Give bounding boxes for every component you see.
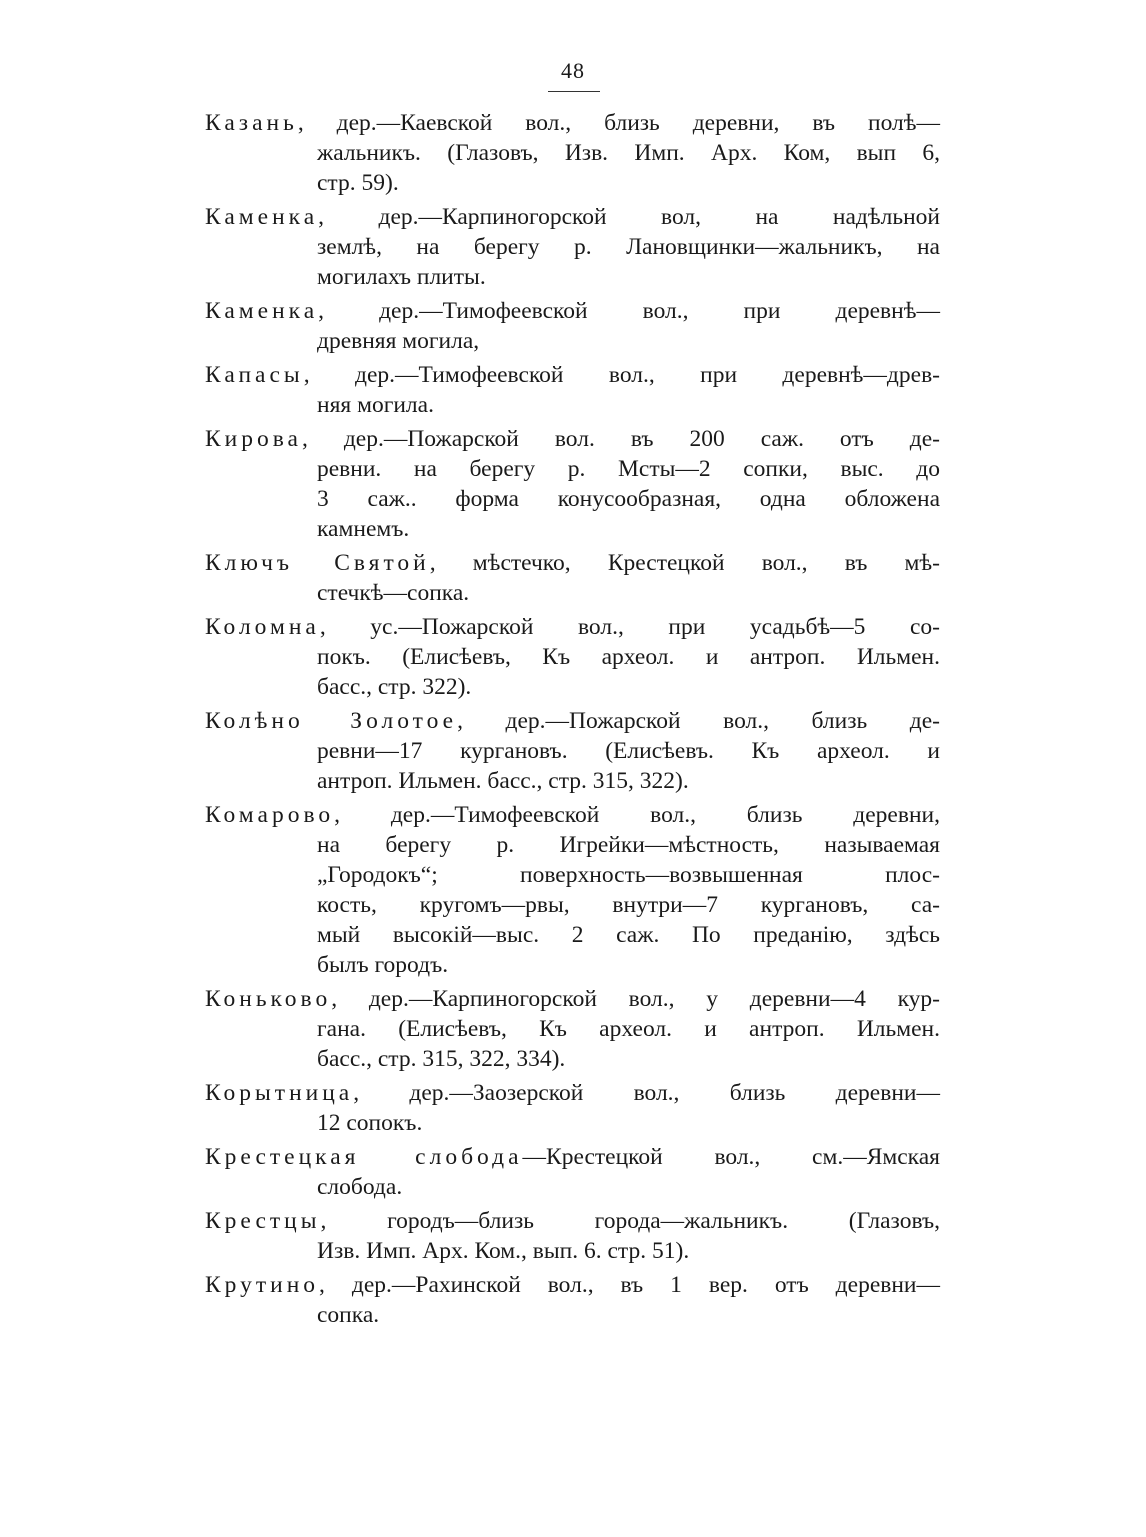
entry-continuation-line: слобода. bbox=[317, 1174, 403, 1200]
entry bbox=[205, 202, 940, 292]
entry-continuation-line: землѣ, на берегу р. Лановщинки—жальникъ, на bbox=[317, 234, 940, 260]
entry-first-line bbox=[205, 108, 940, 138]
entry bbox=[205, 1078, 940, 1138]
entry bbox=[205, 984, 940, 1074]
entry-headword: Крестцы bbox=[205, 1208, 321, 1234]
entry-first-line bbox=[205, 1078, 940, 1108]
entry bbox=[205, 548, 940, 608]
entry-continuation-line: Изв. Имп. Арх. Ком., вып. 6. стр. 51). bbox=[317, 1238, 690, 1264]
entry-headword: Комарово bbox=[205, 802, 335, 828]
entry-first-line bbox=[205, 548, 940, 578]
entry-text: —Крестецкой вол., см.—Ямская bbox=[522, 1144, 940, 1170]
entry-first-line bbox=[205, 424, 940, 454]
entry-text: , дер.—Заозерской вол., близь деревни— bbox=[353, 1080, 940, 1106]
entry-continuation-line: могилахъ плиты. bbox=[317, 264, 486, 290]
entry-headword: Колѣно Золотое bbox=[205, 708, 458, 734]
entry-continuation-line: 12 сопокъ. bbox=[317, 1110, 423, 1136]
entry bbox=[205, 706, 940, 796]
entry-text: , дер.—Тимофеевской вол., при деревнѣ— bbox=[318, 298, 940, 324]
entry bbox=[205, 424, 940, 544]
entry-headword: Каменка bbox=[205, 204, 319, 230]
entry-headword: Каменка bbox=[205, 298, 319, 324]
entry-continuation-line: басс., стр. 322). bbox=[317, 674, 472, 700]
entry-continuation-line: „Городокъ“; поверхность—возвышенная плос- bbox=[317, 862, 940, 888]
entry bbox=[205, 1142, 940, 1202]
entry-first-line bbox=[205, 360, 940, 390]
entry-continuation-line: ревни—17 кургановъ. (Елисѣевъ. Къ археол. и bbox=[317, 738, 940, 764]
entry-text: , дер.—Тимофеевской вол., близь деревни, bbox=[334, 802, 940, 828]
entry-text: , ус.—Пожарской вол., при усадьбѣ—5 со- bbox=[319, 614, 940, 640]
entry-continuation-line: басс., стр. 315, 322, 334). bbox=[317, 1046, 566, 1072]
entry bbox=[205, 108, 940, 198]
entry-text: , городъ—близь города—жальникъ. (Глазовъ, bbox=[320, 1208, 940, 1234]
entry-headword: Капасы bbox=[205, 362, 304, 388]
entry bbox=[205, 612, 940, 702]
entry-text: , дер.—Карпиногорской вол, на надѣльной bbox=[318, 204, 940, 230]
entry-headword: Казань bbox=[205, 110, 298, 136]
entry-text: , дер.—Пожарской вол. въ 200 саж. отъ де- bbox=[301, 426, 940, 452]
entry-headword: Коломна bbox=[205, 614, 320, 640]
entry-headword: Крутино bbox=[205, 1272, 320, 1298]
entry bbox=[205, 1206, 940, 1266]
entry-continuation-line: древняя могила, bbox=[317, 328, 480, 354]
entry-continuation-line: на берегу р. Игрейки—мѣстность, называемая bbox=[317, 832, 940, 858]
entry bbox=[205, 360, 940, 420]
entry-text: , дер.—Тимофеевской вол., при деревнѣ—древ- bbox=[303, 362, 940, 388]
entry-headword: Кирова bbox=[205, 426, 302, 452]
entry-text: , мѣстечко, Крестецкой вол., въ мѣ- bbox=[429, 550, 940, 576]
entry-continuation-line: сопка. bbox=[317, 1302, 380, 1328]
entry-continuation-line: кость, кругомъ—рвы, внутри—7 кургановъ, са- bbox=[317, 892, 940, 918]
entry-continuation-line: камнемъ. bbox=[317, 516, 410, 542]
entry-first-line bbox=[205, 1142, 940, 1172]
entry-first-line bbox=[205, 202, 940, 232]
entry-continuation-line: жальникъ. (Глазовъ, Изв. Имп. Арх. Ком, вып 6, bbox=[317, 140, 940, 166]
entry-first-line bbox=[205, 800, 940, 830]
entry-first-line bbox=[205, 1206, 940, 1236]
entry-text: , дер.—Пожарской вол., близь де- bbox=[457, 708, 940, 734]
entry-continuation-line: былъ городъ. bbox=[317, 952, 449, 978]
entry-continuation-line: стр. 59). bbox=[317, 170, 399, 196]
entry-continuation-line: няя могила. bbox=[317, 392, 434, 418]
entry-headword: Ключъ Святой bbox=[205, 550, 430, 576]
entry-headword: Крестецкая слобода bbox=[205, 1144, 523, 1170]
entry-text: , дер.—Рахинской вол., въ 1 вер. отъ деревни— bbox=[319, 1272, 940, 1298]
entry-continuation-line: ревни. на берегу р. Мсты—2 сопки, выс. до bbox=[317, 456, 940, 482]
entry-first-line bbox=[205, 706, 940, 736]
entry bbox=[205, 1270, 940, 1330]
entry-text: , дер.—Карпиногорской вол., у деревни—4 кур- bbox=[331, 986, 940, 1012]
entry-headword: Корытница bbox=[205, 1080, 354, 1106]
entry-continuation-line: антроп. Ильмен. басс., стр. 315, 322). bbox=[317, 768, 689, 794]
entry-continuation-line: стечкѣ—сопка. bbox=[317, 580, 470, 606]
page-number-rule bbox=[548, 91, 600, 92]
entry-continuation-line: 3 саж.. форма конусообразная, одна обложена bbox=[317, 486, 940, 512]
entry bbox=[205, 800, 940, 980]
page-number: 48 bbox=[561, 58, 585, 83]
entry-first-line bbox=[205, 296, 940, 326]
entry-continuation-line: мый высокій—выс. 2 саж. По преданію, здѣсь bbox=[317, 922, 940, 948]
entry bbox=[205, 296, 940, 356]
entry-continuation-line: гана. (Елисѣевъ, Къ археол. и антроп. Ильмен. bbox=[317, 1016, 940, 1042]
entries-list bbox=[205, 108, 940, 1334]
entry-text: , дер.—Каевской вол., близь деревни, въ полѣ— bbox=[297, 110, 940, 136]
entry-first-line bbox=[205, 984, 940, 1014]
entry-continuation-line: покъ. (Елисѣевъ, Къ археол. и антроп. Ильмен. bbox=[317, 644, 940, 670]
entry-headword: Коньково bbox=[205, 986, 332, 1012]
entry-first-line bbox=[205, 612, 940, 642]
entry-first-line bbox=[205, 1270, 940, 1300]
